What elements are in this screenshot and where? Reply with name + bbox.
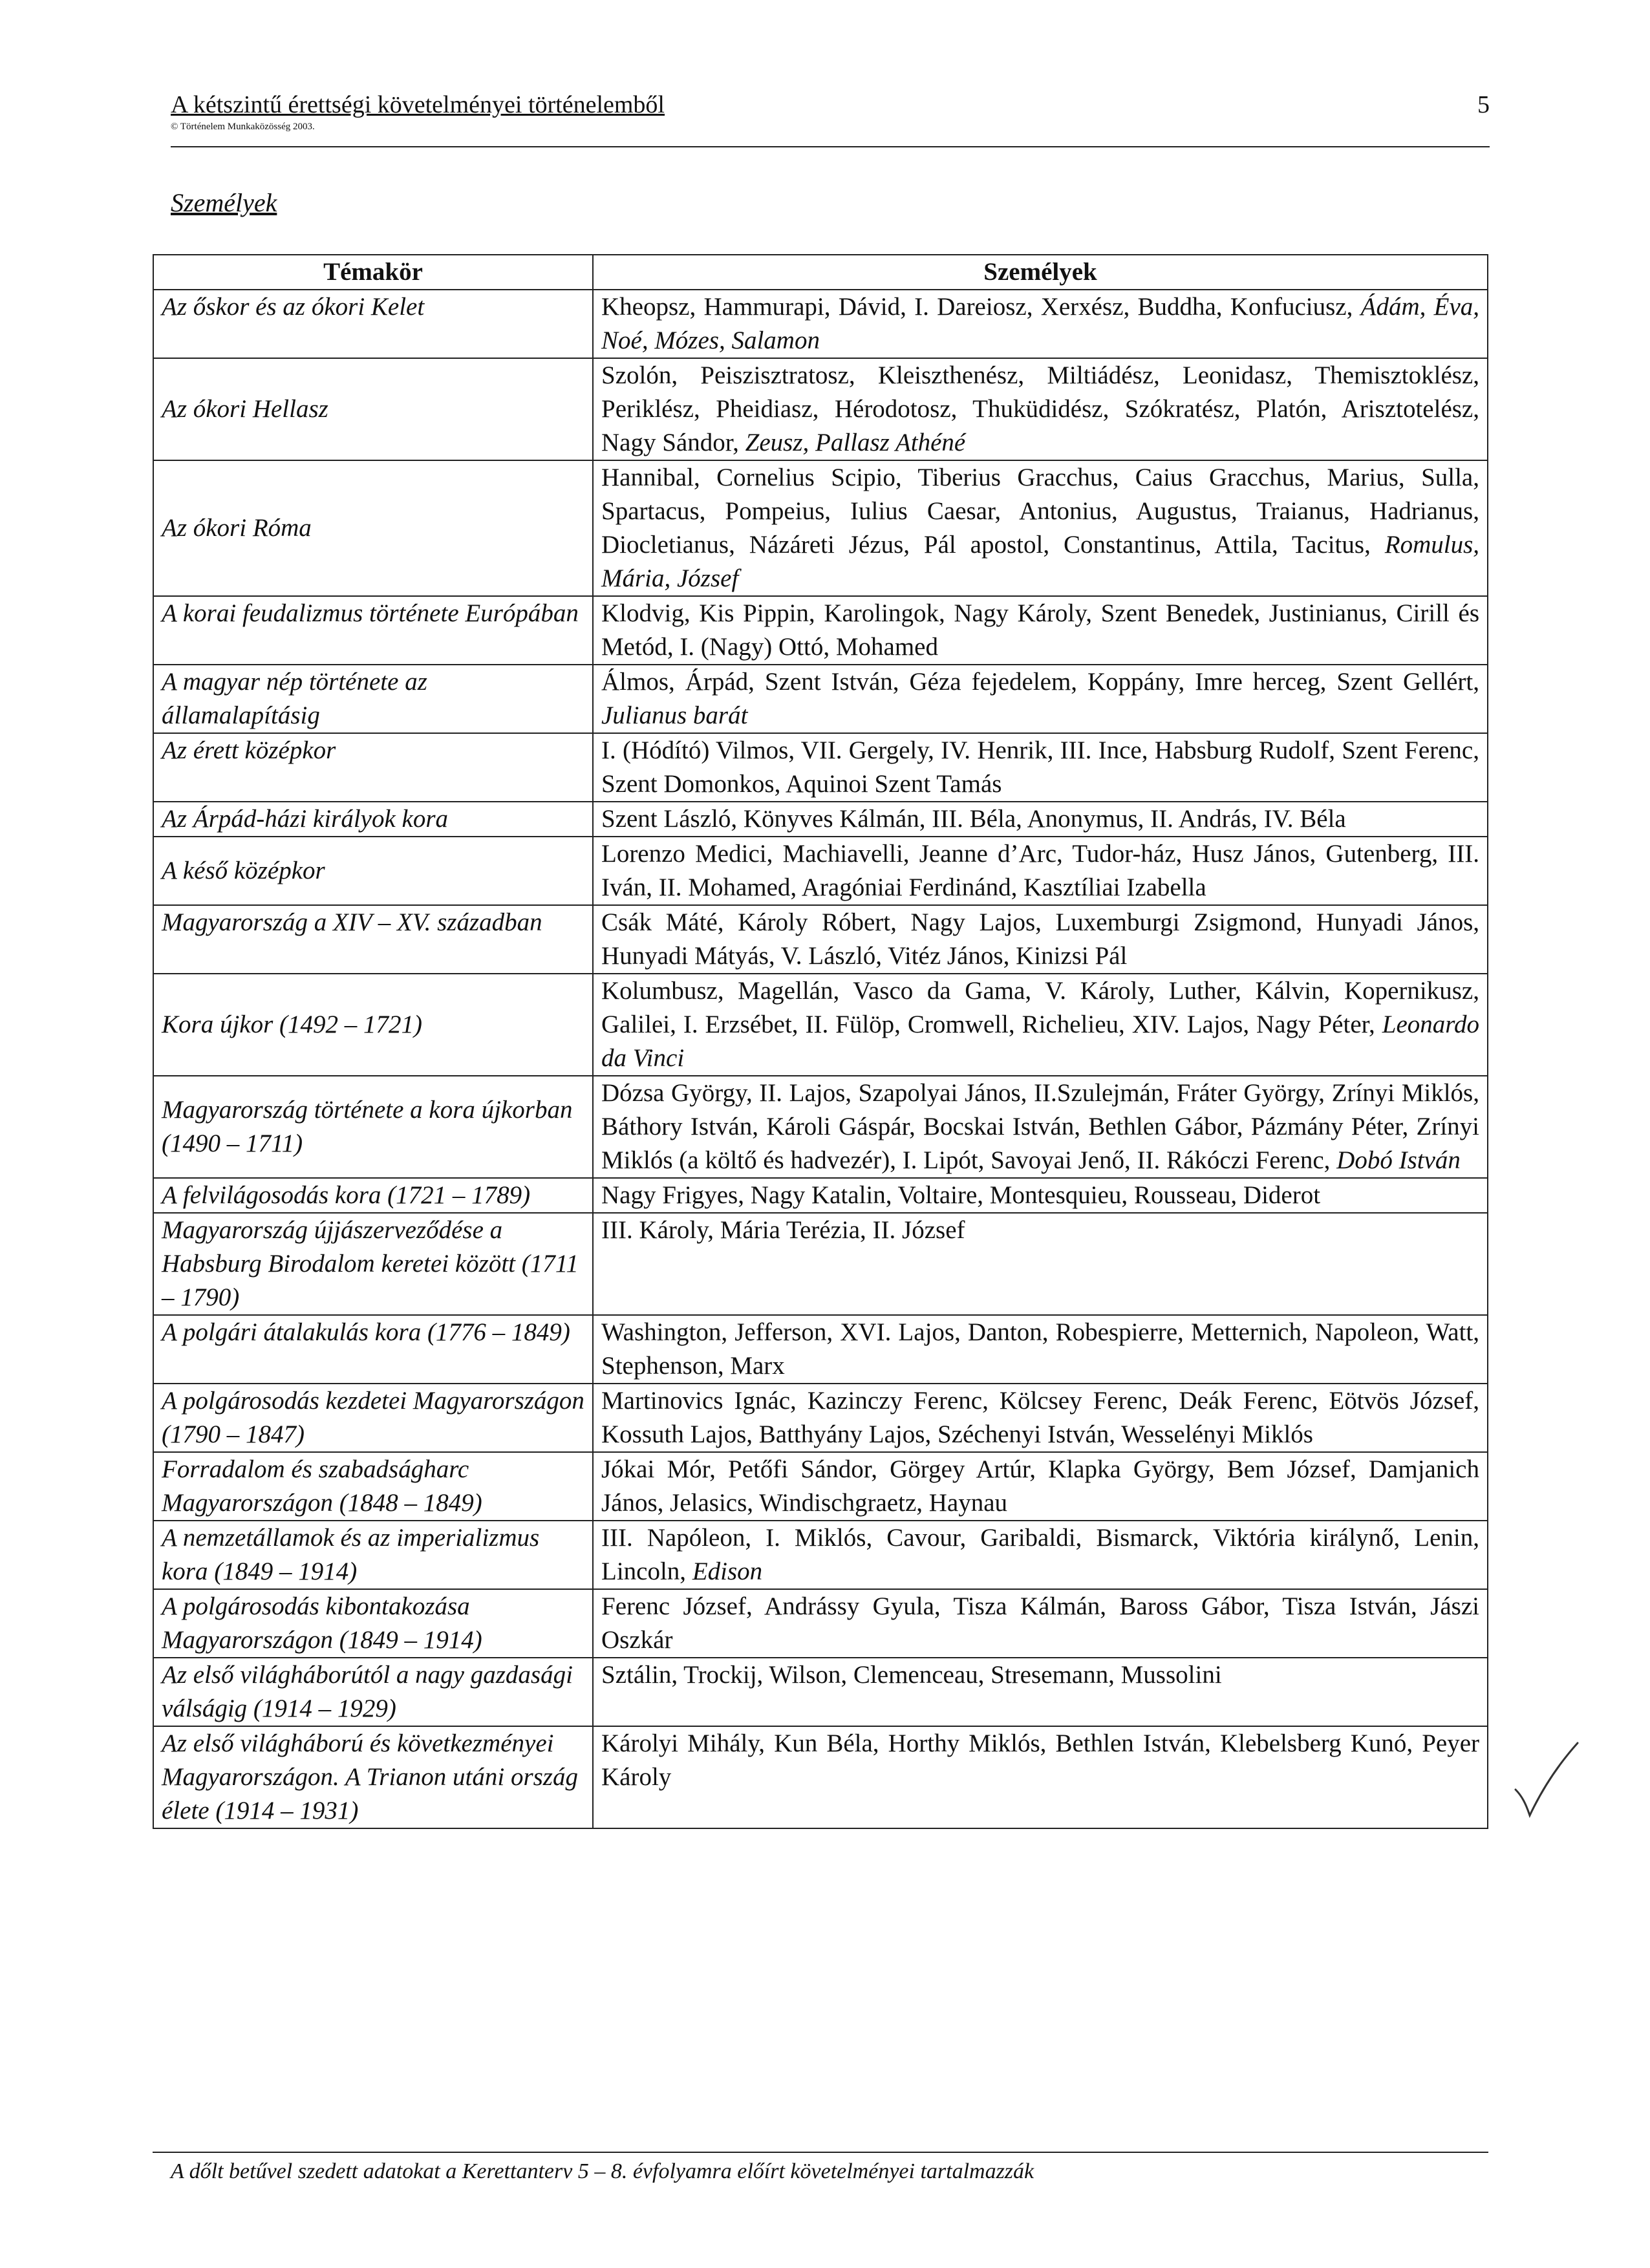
people-list: Martinovics Ignác, Kazinczy Ferenc, Kölcsey Ferenc, Deák Ferenc, Eötvös József, Kossuth Lajos, Batthyány Lajos, Széchenyi István, Wesselényi Miklós xyxy=(601,1387,1479,1448)
table-row xyxy=(153,974,1488,1076)
table-row xyxy=(153,358,1488,460)
table-row xyxy=(153,1658,1488,1726)
people-cell xyxy=(593,596,1488,665)
topic-cell: A polgárosodás kibontakozása Magyarországon (1849 – 1914) xyxy=(153,1589,593,1658)
people-list: III. Napóleon, I. Miklós, Cavour, Garibaldi, Bismarck, Viktória királynő, Lenin, Lincoln, xyxy=(601,1524,1479,1585)
topic-cell: Magyarország újjászerveződése a Habsburg Birodalom keretei között (1711 – 1790) xyxy=(153,1213,593,1315)
table-row xyxy=(153,733,1488,802)
footer-rule xyxy=(153,2152,1488,2153)
topic-cell: A polgári átalakulás kora (1776 – 1849) xyxy=(153,1315,593,1384)
people-cell xyxy=(593,1315,1488,1384)
people-list: Szolón, Peiszisztratosz, Kleiszthenész, Miltiádész, Leonidasz, Themisztoklész, Periklész, Pheidiasz, Hérodotosz, Thuküdidész, Szókratész, Platón, Arisztotelész, Nagy Sándor, xyxy=(601,361,1479,456)
topic-cell: A késő középkor xyxy=(153,837,593,905)
table-row xyxy=(153,290,1488,358)
people-list: Dózsa György, II. Lajos, Szapolyai János, II.Szulejmán, Fráter György, Zrínyi Miklós, Báthory István, Károli Gáspár, Bocskai István, Bethlen Gábor, Pázmány Péter, Zrínyi Miklós (a költő és hadvezér), I. Lipót, Savoyai Jenő, II. Rákóczi Ferenc, xyxy=(601,1079,1479,1174)
topic-cell: Az érett középkor xyxy=(153,733,593,802)
people-cell xyxy=(593,665,1488,733)
people-list-italic: Edison xyxy=(692,1557,763,1585)
people-cell xyxy=(593,1452,1488,1521)
table-row xyxy=(153,665,1488,733)
page-header xyxy=(171,91,1490,133)
table-row xyxy=(153,1178,1488,1213)
people-list-italic: Dobó István xyxy=(1336,1146,1461,1174)
people-list: III. Károly, Mária Terézia, II. József xyxy=(601,1216,965,1244)
persons-table xyxy=(153,254,1488,1829)
topic-cell: Kora újkor (1492 – 1721) xyxy=(153,974,593,1076)
table-header-row xyxy=(153,255,1488,290)
table-row xyxy=(153,1452,1488,1521)
topic-cell: A nemzetállamok és az imperializmus kora (1849 – 1914) xyxy=(153,1521,593,1589)
topic-cell: A korai feudalizmus története Európában xyxy=(153,596,593,665)
table-row xyxy=(153,1315,1488,1384)
people-cell xyxy=(593,1658,1488,1726)
table-row xyxy=(153,1076,1488,1178)
document-title: A kétszintű érettségi követelményei történelemből xyxy=(171,91,665,118)
people-cell xyxy=(593,290,1488,358)
people-cell xyxy=(593,733,1488,802)
topic-cell: Magyarország a XIV – XV. században xyxy=(153,905,593,974)
people-list: Szent László, Könyves Kálmán, III. Béla, Anonymus, II. András, IV. Béla xyxy=(601,805,1346,833)
topic-cell: Magyarország története a kora újkorban (1490 – 1711) xyxy=(153,1076,593,1178)
table-row xyxy=(153,1213,1488,1315)
table-row xyxy=(153,837,1488,905)
people-list: Lorenzo Medici, Machiavelli, Jeanne d’Arc, Tudor-ház, Husz János, Gutenberg, III. Iván, II. Mohamed, Aragóniai Ferdinánd, Kasztíliai Izabella xyxy=(601,840,1479,901)
table-body xyxy=(153,290,1488,1828)
people-list-italic: Ádám, Éva, Noé, Mózes, Salamon xyxy=(601,293,1480,354)
people-cell xyxy=(593,358,1488,460)
people-cell xyxy=(593,1521,1488,1589)
handwritten-checkmark-icon xyxy=(1510,1739,1581,1823)
people-list: Álmos, Árpád, Szent István, Géza fejedelem, Koppány, Imre herceg, Szent Gellért, xyxy=(601,668,1479,696)
section-title: Személyek xyxy=(171,188,277,217)
people-list-italic: Romulus, Mária, József xyxy=(601,531,1480,592)
people-list: Csák Máté, Károly Róbert, Nagy Lajos, Luxemburgi Zsigmond, Hunyadi János, Hunyadi Mátyás, V. László, Vitéz János, Kinizsi Pál xyxy=(601,908,1479,970)
topic-cell: Az első világháborútól a nagy gazdasági válságig (1914 – 1929) xyxy=(153,1658,593,1726)
table-row xyxy=(153,802,1488,837)
copyright-line: © Történelem Munkaközösség 2003. xyxy=(171,122,315,132)
people-cell xyxy=(593,837,1488,905)
table-row xyxy=(153,596,1488,665)
people-list: Ferenc József, Andrássy Gyula, Tisza Kálmán, Baross Gábor, Tisza István, Jászi Oszkár xyxy=(601,1592,1479,1654)
people-cell xyxy=(593,1726,1488,1828)
table-row xyxy=(153,460,1488,596)
people-list: Washington, Jefferson, XVI. Lajos, Danton, Robespierre, Metternich, Napoleon, Watt, Stephenson, Marx xyxy=(601,1318,1479,1380)
topic-cell: Az Árpád-házi királyok kora xyxy=(153,802,593,837)
topic-cell: Az első világháború és következményei Magyarországon. A Trianon utáni ország élete (1914 – 1931) xyxy=(153,1726,593,1828)
topic-cell: Az őskor és az ókori Kelet xyxy=(153,290,593,358)
topic-cell: A magyar nép története az államalapításig xyxy=(153,665,593,733)
people-cell xyxy=(593,1178,1488,1213)
people-cell xyxy=(593,1213,1488,1315)
table-row xyxy=(153,1589,1488,1658)
people-cell xyxy=(593,905,1488,974)
people-list: Nagy Frigyes, Nagy Katalin, Voltaire, Montesquieu, Rousseau, Diderot xyxy=(601,1181,1321,1209)
people-list: Sztálin, Trockij, Wilson, Clemenceau, Stresemann, Mussolini xyxy=(601,1661,1222,1689)
people-cell xyxy=(593,1589,1488,1658)
people-list: Klodvig, Kis Pippin, Karolingok, Nagy Károly, Szent Benedek, Justinianus, Cirill és Metód, I. (Nagy) Ottó, Mohamed xyxy=(601,599,1479,661)
topic-cell: A polgárosodás kezdetei Magyarországon (1790 – 1847) xyxy=(153,1384,593,1452)
table-row xyxy=(153,1726,1488,1828)
column-header-people: Személyek xyxy=(593,255,1488,290)
header-rule xyxy=(171,146,1490,147)
people-list: Kolumbusz, Magellán, Vasco da Gama, V. Károly, Luther, Kálvin, Kopernikusz, Galilei, I. Erzsébet, II. Fülöp, Cromwell, Richelieu, XIV. Lajos, Nagy Péter, xyxy=(601,977,1479,1038)
topic-cell: Forradalom és szabadságharc Magyarországon (1848 – 1849) xyxy=(153,1452,593,1521)
people-list: Hannibal, Cornelius Scipio, Tiberius Gracchus, Caius Gracchus, Marius, Sulla, Spartacus, Pompeius, Iulius Caesar, Antonius, Augustus, Traianus, Hadrianus, Diocletianus, Názáreti Jézus, Pál apostol, Constantinus, Attila, Tacitus, xyxy=(601,464,1479,559)
topic-cell: A felvilágosodás kora (1721 – 1789) xyxy=(153,1178,593,1213)
people-list-italic: Zeusz, Pallasz Athéné xyxy=(745,429,966,456)
people-cell xyxy=(593,1384,1488,1452)
people-cell xyxy=(593,1076,1488,1178)
people-list: Károlyi Mihály, Kun Béla, Horthy Miklós, Bethlen István, Klebelsberg Kunó, Peyer Károly xyxy=(601,1729,1479,1791)
topic-cell: Az ókori Hellasz xyxy=(153,358,593,460)
page-number: 5 xyxy=(1477,91,1490,118)
table-row xyxy=(153,1384,1488,1452)
table-row xyxy=(153,905,1488,974)
footer-note: A dőlt betűvel szedett adatokat a Kerettanterv 5 – 8. évfolyamra előírt követelményei tartalmazzák xyxy=(171,2159,1034,2183)
table-row xyxy=(153,1521,1488,1589)
people-cell xyxy=(593,974,1488,1076)
people-cell xyxy=(593,802,1488,837)
people-list-italic: Leonardo da Vinci xyxy=(601,1011,1479,1072)
people-cell xyxy=(593,460,1488,596)
column-header-topic: Témakör xyxy=(153,255,593,290)
people-list: Kheopsz, Hammurapi, Dávid, I. Dareiosz, Xerxész, Buddha, Konfuciusz, xyxy=(601,293,1353,321)
people-list-italic: Julianus barát xyxy=(601,701,748,729)
people-list: Jókai Mór, Petőfi Sándor, Görgey Artúr, Klapka György, Bem József, Damjanich János, Jelasics, Windischgraetz, Haynau xyxy=(601,1455,1479,1517)
people-list: I. (Hódító) Vilmos, VII. Gergely, IV. Henrik, III. Ince, Habsburg Rudolf, Szent Ferenc, Szent Domonkos, Aquinoi Szent Tamás xyxy=(601,736,1479,798)
topic-cell: Az ókori Róma xyxy=(153,460,593,596)
